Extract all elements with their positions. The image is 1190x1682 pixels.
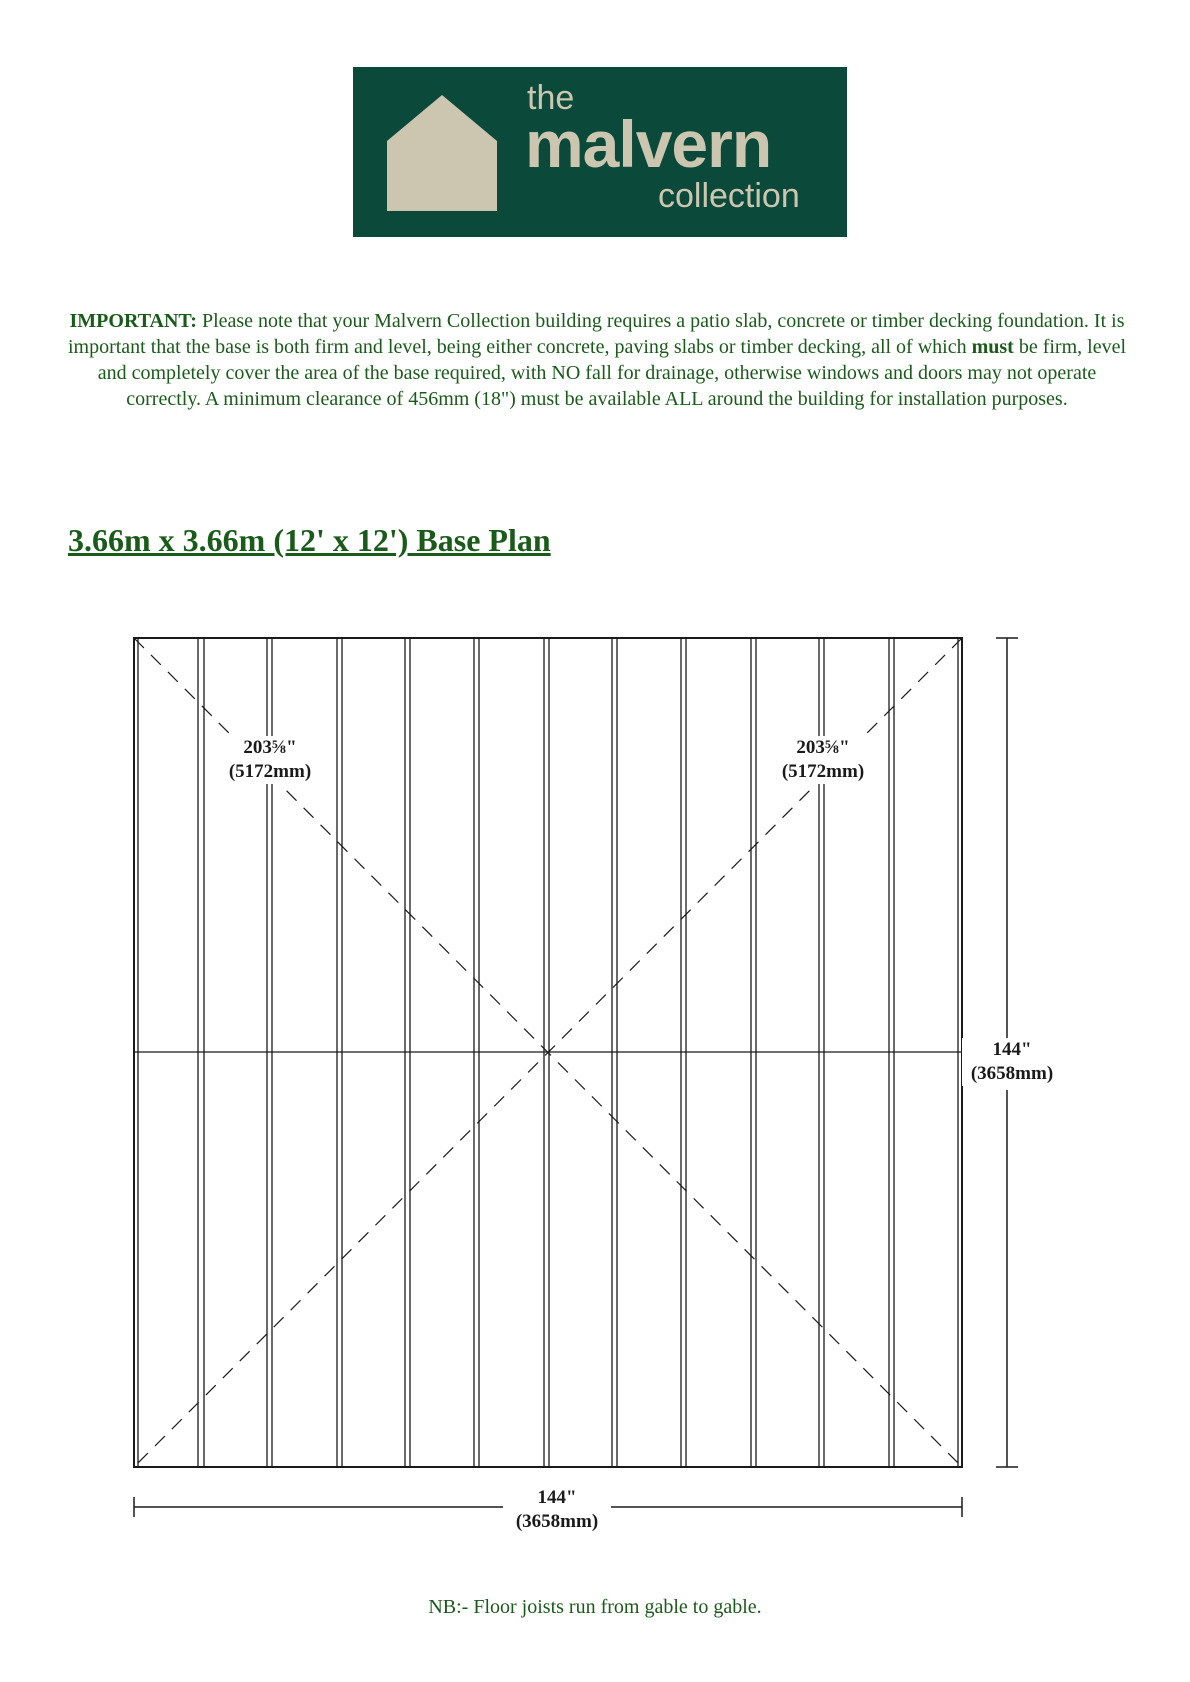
diagonal-right-label <box>768 736 878 784</box>
diagonal-left-label <box>215 736 325 784</box>
diagonal-right-metric: (5172mm) <box>781 761 865 782</box>
diagonal-left-imperial: 203⅝" <box>243 737 297 758</box>
height-dimension-label <box>962 1038 1062 1086</box>
width-dimension-label <box>507 1486 607 1534</box>
diagonal-left-metric: (5172mm) <box>228 761 312 782</box>
notice-lead: IMPORTANT: <box>69 310 197 332</box>
footnote: NB:- Floor joists run from gable to gable. <box>428 1596 762 1618</box>
width-imperial: 144" <box>537 1487 577 1508</box>
base-plan-title: 3.66m x 3.66m (12' x 12') Base Plan <box>68 522 551 558</box>
logo-text-the: the <box>527 79 575 117</box>
width-metric: (3658mm) <box>515 1511 599 1532</box>
notice-emphasis: must <box>971 336 1014 358</box>
diagonal-right-imperial: 203⅝" <box>796 737 850 758</box>
logo-text-malvern: malvern <box>525 107 772 181</box>
height-metric: (3658mm) <box>970 1063 1054 1084</box>
notice-text-1: Please note that your Malvern Collection building requires a patio slab, concrete or timber decking foundation. It is important that the base is both firm and level, being either concrete, paving slabs or timber decking, all of which <box>67 310 1125 358</box>
logo-text-collection: collection <box>658 177 800 215</box>
height-imperial: 144" <box>992 1039 1032 1060</box>
notice-text-2: be firm, level and completely cover the area of the base required, with NO fall for drainage, otherwise windows and doors may not operate correctly. A minimum clearance of 456mm (18") must be available ALL around the building for installation purposes. <box>97 336 1127 410</box>
